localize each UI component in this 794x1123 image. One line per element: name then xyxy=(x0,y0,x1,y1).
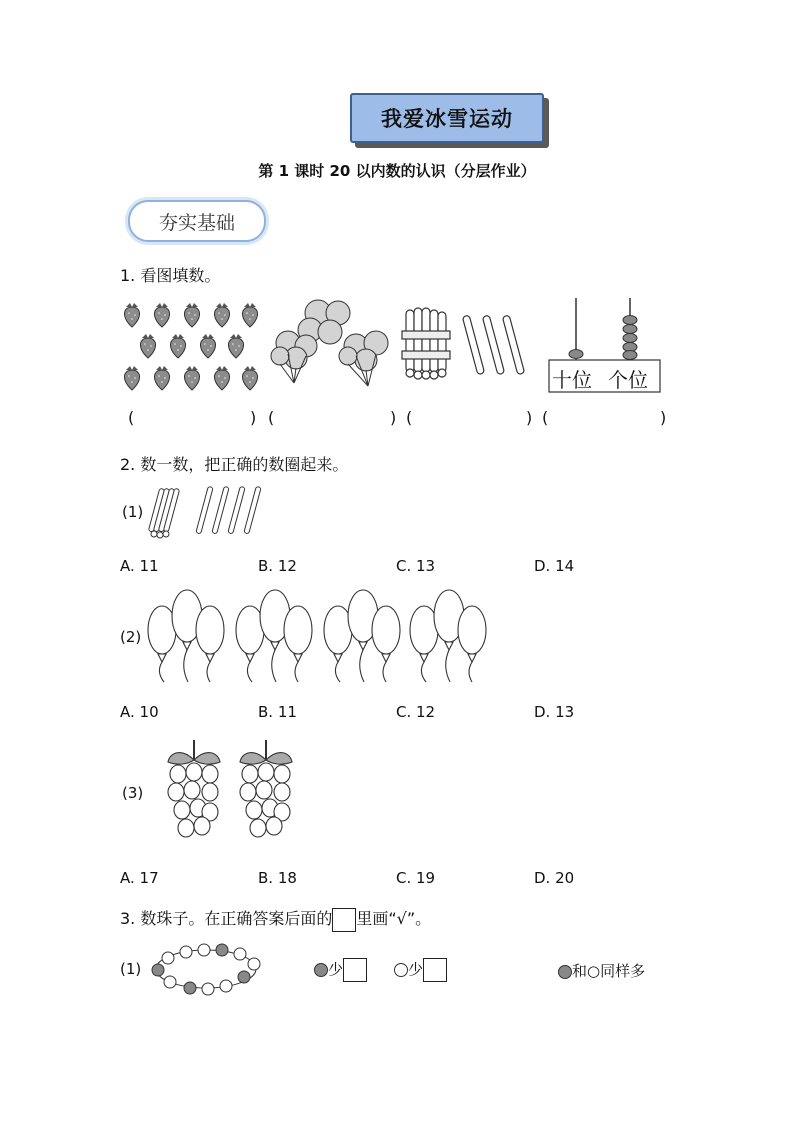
blank-1-open: ( xyxy=(128,408,135,427)
q3-prompt xyxy=(120,906,431,932)
bead-ring-image xyxy=(148,940,263,998)
grey-bead-icon xyxy=(558,965,572,979)
q3-prompt-end: 里画“√”。 xyxy=(356,909,432,928)
q2-sticks-image xyxy=(148,484,268,540)
blank-4-open: ( xyxy=(542,408,549,427)
choice-same-label: 和○同样多 xyxy=(572,962,646,980)
q2-part3-label: (3) xyxy=(122,784,144,802)
q2-part1-option-a: A. 11 xyxy=(120,557,159,575)
choice-white-fewer[interactable] xyxy=(394,958,447,982)
choice-grey-fewer[interactable] xyxy=(314,958,367,982)
choice-same[interactable] xyxy=(558,960,645,981)
choice-grey-fewer-label: 少 xyxy=(328,960,344,979)
q2-part2-label: (2) xyxy=(120,628,142,646)
grey-bead-icon xyxy=(314,963,328,977)
q2-part3-option-d: D. 20 xyxy=(534,869,575,887)
choice-white-fewer-label: 少 xyxy=(408,960,424,979)
strawberries-image xyxy=(118,298,268,398)
choice-white-fewer-box[interactable] xyxy=(423,958,447,982)
white-bead-icon xyxy=(394,963,408,977)
q2-part1-label: (1) xyxy=(122,503,144,521)
q2-part3-option-a: A. 17 xyxy=(120,869,159,887)
q2-part2-option-d: D. 13 xyxy=(534,703,575,721)
q2-prompt: 2. 数一数，把正确的数圈起来。 xyxy=(120,455,349,474)
blank-3-close: ) xyxy=(526,408,533,427)
q2-part1-option-d: D. 14 xyxy=(534,557,575,575)
q2-part2-option-c: C. 12 xyxy=(396,703,436,721)
q3-prompt-start: 3. 数珠子。在正确答案后面的 xyxy=(120,909,333,928)
answer-box-icon xyxy=(332,908,356,932)
blank-2-close: ) xyxy=(390,408,397,427)
blank-3-open: ( xyxy=(406,408,413,427)
abacus-ones-label: 个位 xyxy=(608,368,648,392)
lesson-subtitle: 第 1 课时 20 以内数的认识（分层作业） xyxy=(258,162,536,180)
q2-part1-option-b: B. 12 xyxy=(258,557,297,575)
q2-part2-option-a: A. 10 xyxy=(120,703,159,721)
q2-grapes-image xyxy=(162,738,302,848)
q2-balloons-image xyxy=(146,588,491,686)
q1-prompt: 1. 看图填数。 xyxy=(120,266,221,285)
q2-part2-option-b: B. 11 xyxy=(258,703,297,721)
q2-part3-option-c: C. 19 xyxy=(396,869,436,887)
abacus-tens-label: 十位 xyxy=(552,368,592,392)
sticks-bundle-image xyxy=(400,305,540,385)
q3-part1-label: (1) xyxy=(120,960,142,978)
q2-part3-option-b: B. 18 xyxy=(258,869,297,887)
blank-1-close: ) xyxy=(250,408,257,427)
banner-title: 我爱冰雪运动 xyxy=(350,93,544,143)
choice-grey-fewer-box[interactable] xyxy=(343,958,367,982)
blank-2-open: ( xyxy=(268,408,275,427)
q2-part1-option-c: C. 13 xyxy=(396,557,436,575)
blank-4-close: ) xyxy=(660,408,667,427)
balloons-image xyxy=(268,298,398,393)
section-label: 夯实基础 xyxy=(128,200,266,242)
